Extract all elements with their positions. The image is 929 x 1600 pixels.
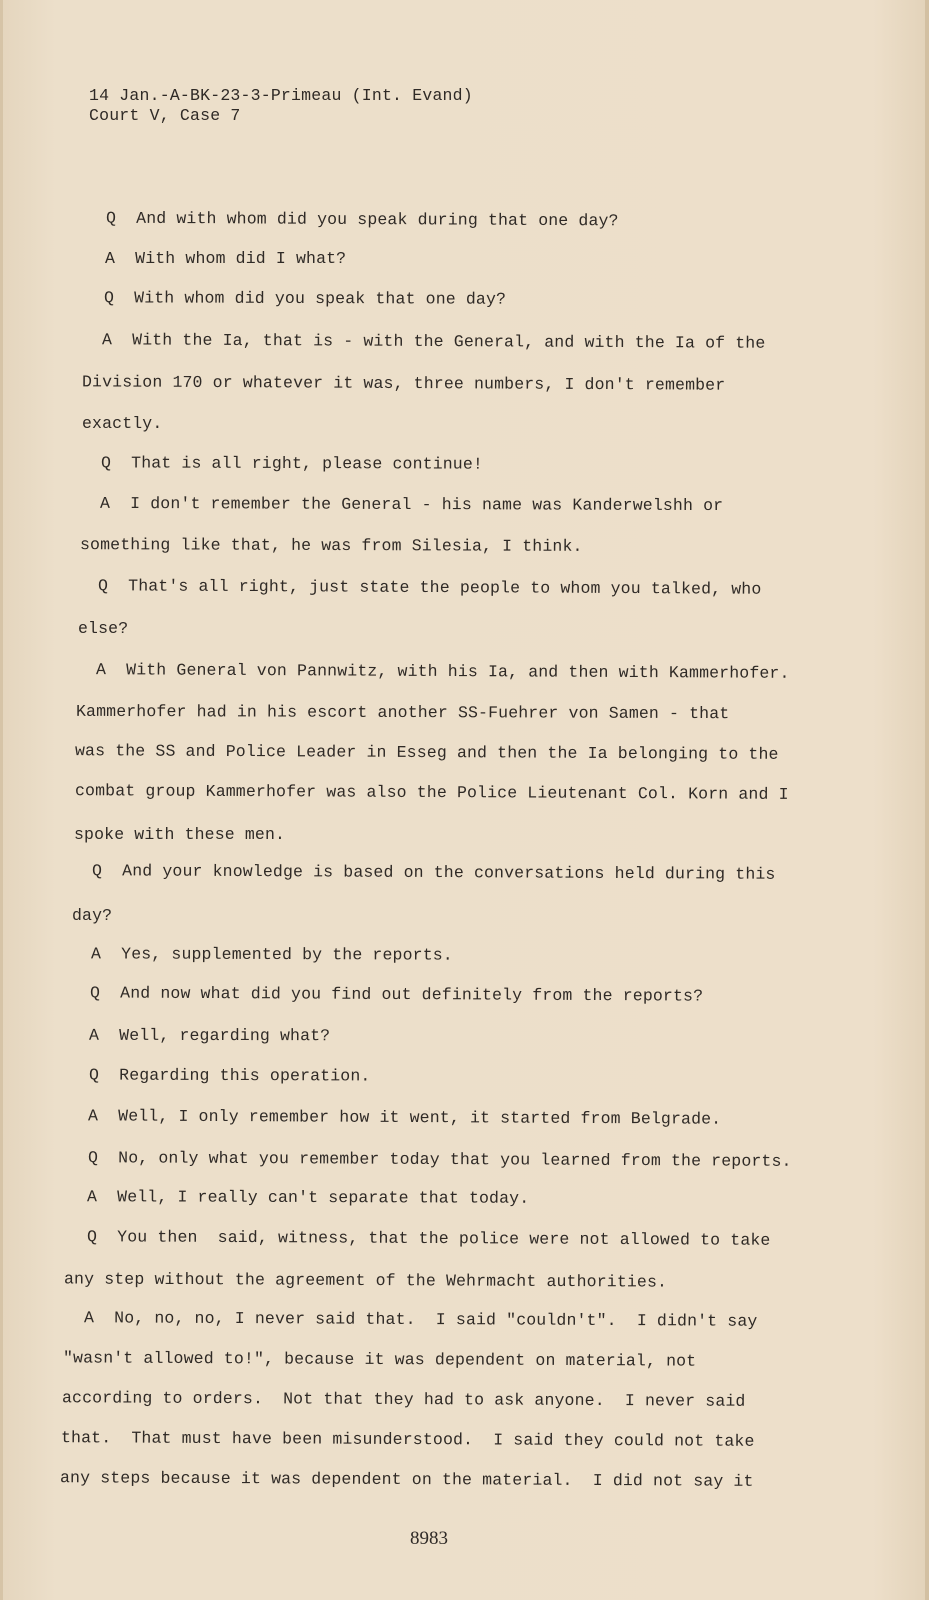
transcript-line: A With whom did I what? <box>105 249 347 268</box>
transcript-line: Kammerhofer had in his escort another SS-Fuehrer von Samen - that <box>75 701 730 724</box>
transcript-line: "wasn't allowed to!", because it was dependent on material, not <box>62 1348 697 1371</box>
transcript-line: day? <box>72 906 113 925</box>
page-edge-right <box>925 0 929 1600</box>
transcript-line: combat group Kammerhofer was also the Police Lieutenant Col. Korn and I <box>74 781 789 804</box>
transcript-line: was the SS and Police Leader in Esseg and then the Ia belonging to the <box>74 741 779 764</box>
page-number: 8983 <box>410 1528 448 1549</box>
transcript-line: Q That is all right, please continue! <box>100 453 484 474</box>
transcript-line: A With the Ia, that is - with the General, and with the Ia of the <box>101 330 766 353</box>
transcript-line: A I don't remember the General - his name was Kanderwelshh or <box>99 493 724 516</box>
transcript-line: A Yes, supplemented by the reports. <box>90 944 453 965</box>
transcript-line: something like that, he was from Silesia, I think. <box>79 535 583 556</box>
transcript-line: A Well, regarding what? <box>88 1025 331 1046</box>
transcript-line: Q And your knowledge is based on the conversations held during this <box>91 861 776 884</box>
transcript-line: Division 170 or whatever it was, three numbers, I don't remember <box>81 372 726 395</box>
page-edge-left <box>0 0 3 1600</box>
transcript-line: according to orders. Not that they had to ask anyone. I never said <box>61 1388 746 1411</box>
transcript-line: spoke with these men. <box>74 825 286 844</box>
transcript-line: A Well, I really can't separate that today. <box>86 1187 530 1208</box>
header-court-case: Court V, Case 7 <box>89 106 241 125</box>
transcript-line: Q And now what did you find out definitely from the reports? <box>89 983 704 1006</box>
transcript-line: that. That must have been misunderstood. I said they could not take <box>60 1428 755 1451</box>
transcript-line: exactly. <box>82 414 163 433</box>
transcript-line: A With General von Pannwitz, with his Ia, and then with Kammerhofer. <box>95 660 790 683</box>
transcript-line: else? <box>78 619 129 638</box>
transcript-line: Q Regarding this operation. <box>88 1065 371 1086</box>
header-case-reference: 14 Jan.-A-BK-23-3-Primeau (Int. Evand) <box>89 86 473 105</box>
transcript-line: Q And with whom did you speak during that one day? <box>105 208 619 231</box>
transcript-line: Q With whom did you speak that one day? <box>103 288 507 309</box>
transcript-line: any steps because it was dependent on the material. I did not say it <box>59 1468 754 1491</box>
transcript-line: A No, no, no, I never said that. I said "couldn't". I didn't say <box>83 1308 758 1331</box>
transcript-line: Q No, only what you remember today that you learned from the reports. <box>87 1148 792 1171</box>
transcript-line: Q That's all right, just state the people to whom you talked, who <box>97 576 762 599</box>
transcript-line: Q You then said, witness, that the police were not allowed to take <box>86 1227 771 1250</box>
document-header <box>89 86 473 126</box>
transcript-line: A Well, I only remember how it went, it started from Belgrade. <box>87 1106 722 1129</box>
transcript-line: any step without the agreement of the Wehrmacht authorities. <box>63 1269 668 1292</box>
